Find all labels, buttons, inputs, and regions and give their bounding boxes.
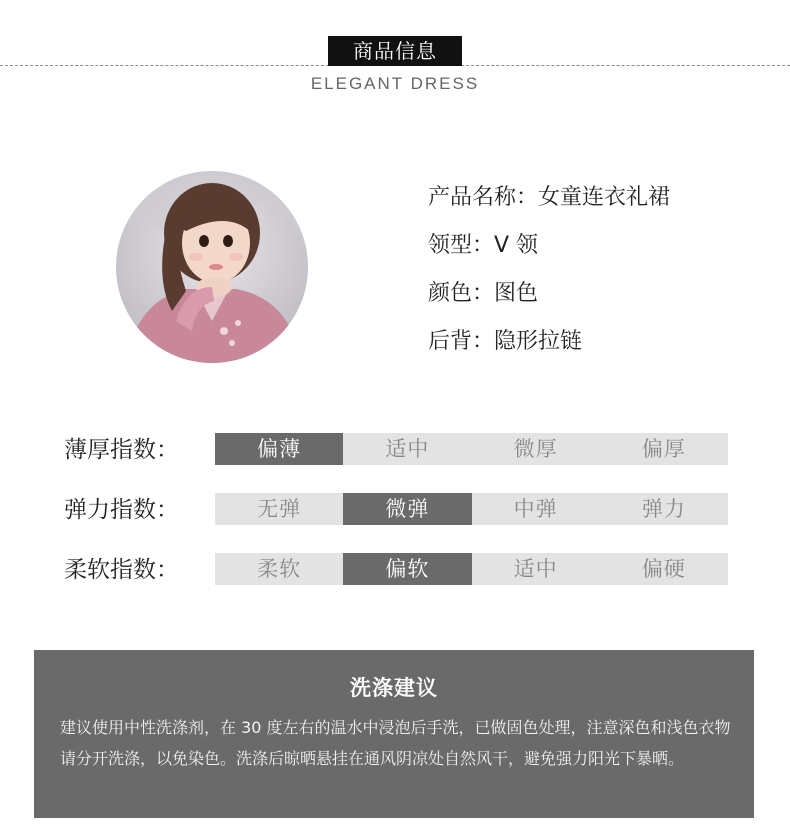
product-color: 颜色：图色 <box>428 281 539 306</box>
thickness-option: 微厚 <box>513 437 558 461</box>
thickness-option: 偏厚 <box>641 437 686 461</box>
elasticity-option: 弹力 <box>641 497 686 521</box>
thickness-index-scale <box>215 433 728 465</box>
product-info <box>428 178 670 370</box>
washing-advice-panel <box>34 650 754 818</box>
elasticity-option: 中弹 <box>513 497 558 521</box>
section-title: 商品信息 <box>328 36 462 66</box>
softness-option: 偏软 <box>343 553 471 585</box>
softness-option: 偏硬 <box>641 557 686 581</box>
washing-advice-title: 洗涤建议 <box>350 676 438 700</box>
product-collar: 领型：V 领 <box>428 233 539 258</box>
softness-option: 柔软 <box>257 557 302 581</box>
softness-option: 适中 <box>513 557 558 581</box>
thickness-index-label: 薄厚指数： <box>64 437 179 463</box>
elasticity-index-label: 弹力指数： <box>64 497 179 523</box>
section-subtitle: ELEGANT DRESS <box>310 74 480 93</box>
softness-index-row <box>0 553 790 587</box>
product-name: 产品名称：女童连衣礼裙 <box>428 185 671 210</box>
elasticity-index-row <box>0 493 790 527</box>
elasticity-index-scale <box>215 493 728 525</box>
model-illustration <box>116 171 308 363</box>
washing-advice-text: 建议使用中性洗涤剂，在 30 度左右的温水中浸泡后手洗，已做固色处理，注意深色和浅色衣物请分开洗涤，以免染色。洗涤后晾晒悬挂在通风阴凉处自然风干，避免强力阳光下暴晒。 <box>60 718 731 768</box>
product-model-photo <box>116 171 308 363</box>
product-back: 后背：隐形拉链 <box>428 329 583 354</box>
thickness-option: 适中 <box>385 437 430 461</box>
softness-index-label: 柔软指数： <box>64 557 179 583</box>
thickness-option: 偏薄 <box>215 433 343 465</box>
thickness-index-row <box>0 433 790 467</box>
elasticity-option: 无弹 <box>257 497 302 521</box>
softness-index-scale <box>215 553 728 585</box>
elasticity-option: 微弹 <box>343 493 471 525</box>
